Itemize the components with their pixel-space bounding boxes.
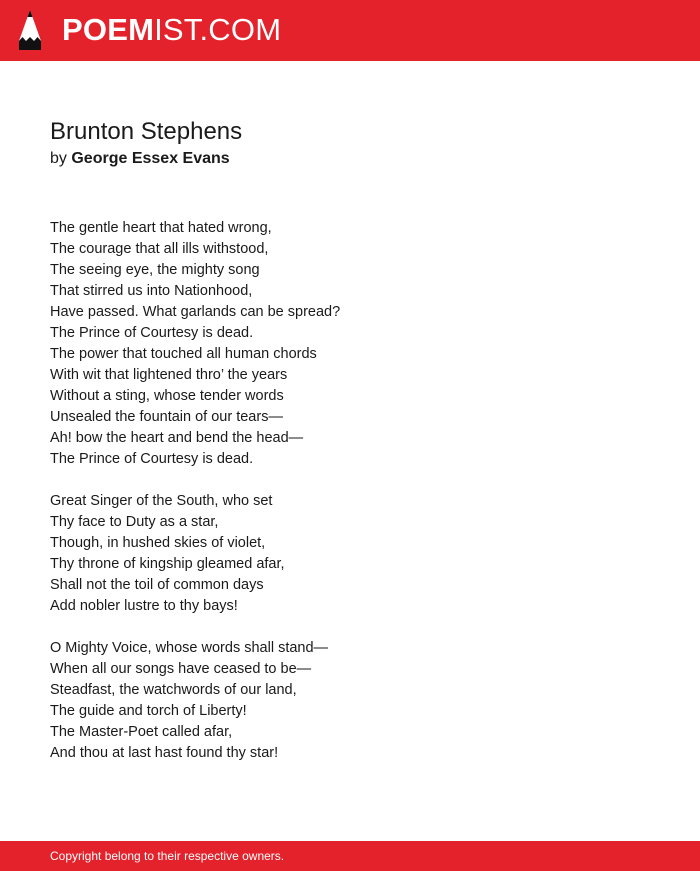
poem-line: When all our songs have ceased to be— xyxy=(50,661,312,677)
poem-line: Steadfast, the watchwords of our land, xyxy=(50,682,297,698)
logo-light-text: IST.COM xyxy=(154,12,282,47)
stanza-2 xyxy=(50,491,340,617)
poem-line: That stirred us into Nationhood, xyxy=(50,283,253,299)
poem-line: O Mighty Voice, whose words shall stand— xyxy=(50,640,329,656)
poem-line: Thy throne of kingship gleamed afar, xyxy=(50,556,285,572)
poem-line: Without a sting, whose tender words xyxy=(50,388,284,404)
poem-line: The Master-Poet called afar, xyxy=(50,724,233,740)
site-logo[interactable] xyxy=(62,12,281,48)
poem-line: The guide and torch of Liberty! xyxy=(50,703,247,719)
poem-line: Great Singer of the South, who set xyxy=(50,493,273,509)
poem-line: Ah! bow the heart and bend the head— xyxy=(50,430,304,446)
poem-line: Thy face to Duty as a star, xyxy=(50,514,219,530)
poem-line: Add nobler lustre to thy bays! xyxy=(50,598,238,614)
poem-line: Shall not the toil of common days xyxy=(50,577,264,593)
poem-line: The gentle heart that hated wrong, xyxy=(50,220,272,236)
poem-body xyxy=(50,218,340,785)
site-header xyxy=(0,0,700,61)
logo-bold-text: POEM xyxy=(62,12,155,47)
copyright-notice: Copyright belong to their respective owners. xyxy=(50,849,285,863)
stanza-1 xyxy=(50,218,340,470)
poem-line: The courage that all ills withstood, xyxy=(50,241,269,257)
poem-title: Brunton Stephens xyxy=(50,118,243,145)
author-name: George Essex Evans xyxy=(71,150,230,167)
poem-line: Unsealed the fountain of our tears— xyxy=(50,409,283,425)
poem-line: The power that touched all human chords xyxy=(50,346,317,362)
poem-line: The seeing eye, the mighty song xyxy=(50,262,260,278)
site-footer xyxy=(0,841,700,871)
poem-line: And thou at last hast found thy star! xyxy=(50,745,279,761)
poem-line: With wit that lightened thro’ the years xyxy=(50,367,288,383)
poem-line: Though, in hushed skies of violet, xyxy=(50,535,266,551)
byline-prefix: by xyxy=(50,150,67,167)
stanza-3 xyxy=(50,638,340,764)
poem-line: Have passed. What garlands can be spread? xyxy=(50,304,341,320)
poem-line: The Prince of Courtesy is dead. xyxy=(50,325,254,341)
byline xyxy=(50,149,230,169)
poem-line: The Prince of Courtesy is dead. xyxy=(50,451,254,467)
pencil-icon xyxy=(17,9,43,51)
